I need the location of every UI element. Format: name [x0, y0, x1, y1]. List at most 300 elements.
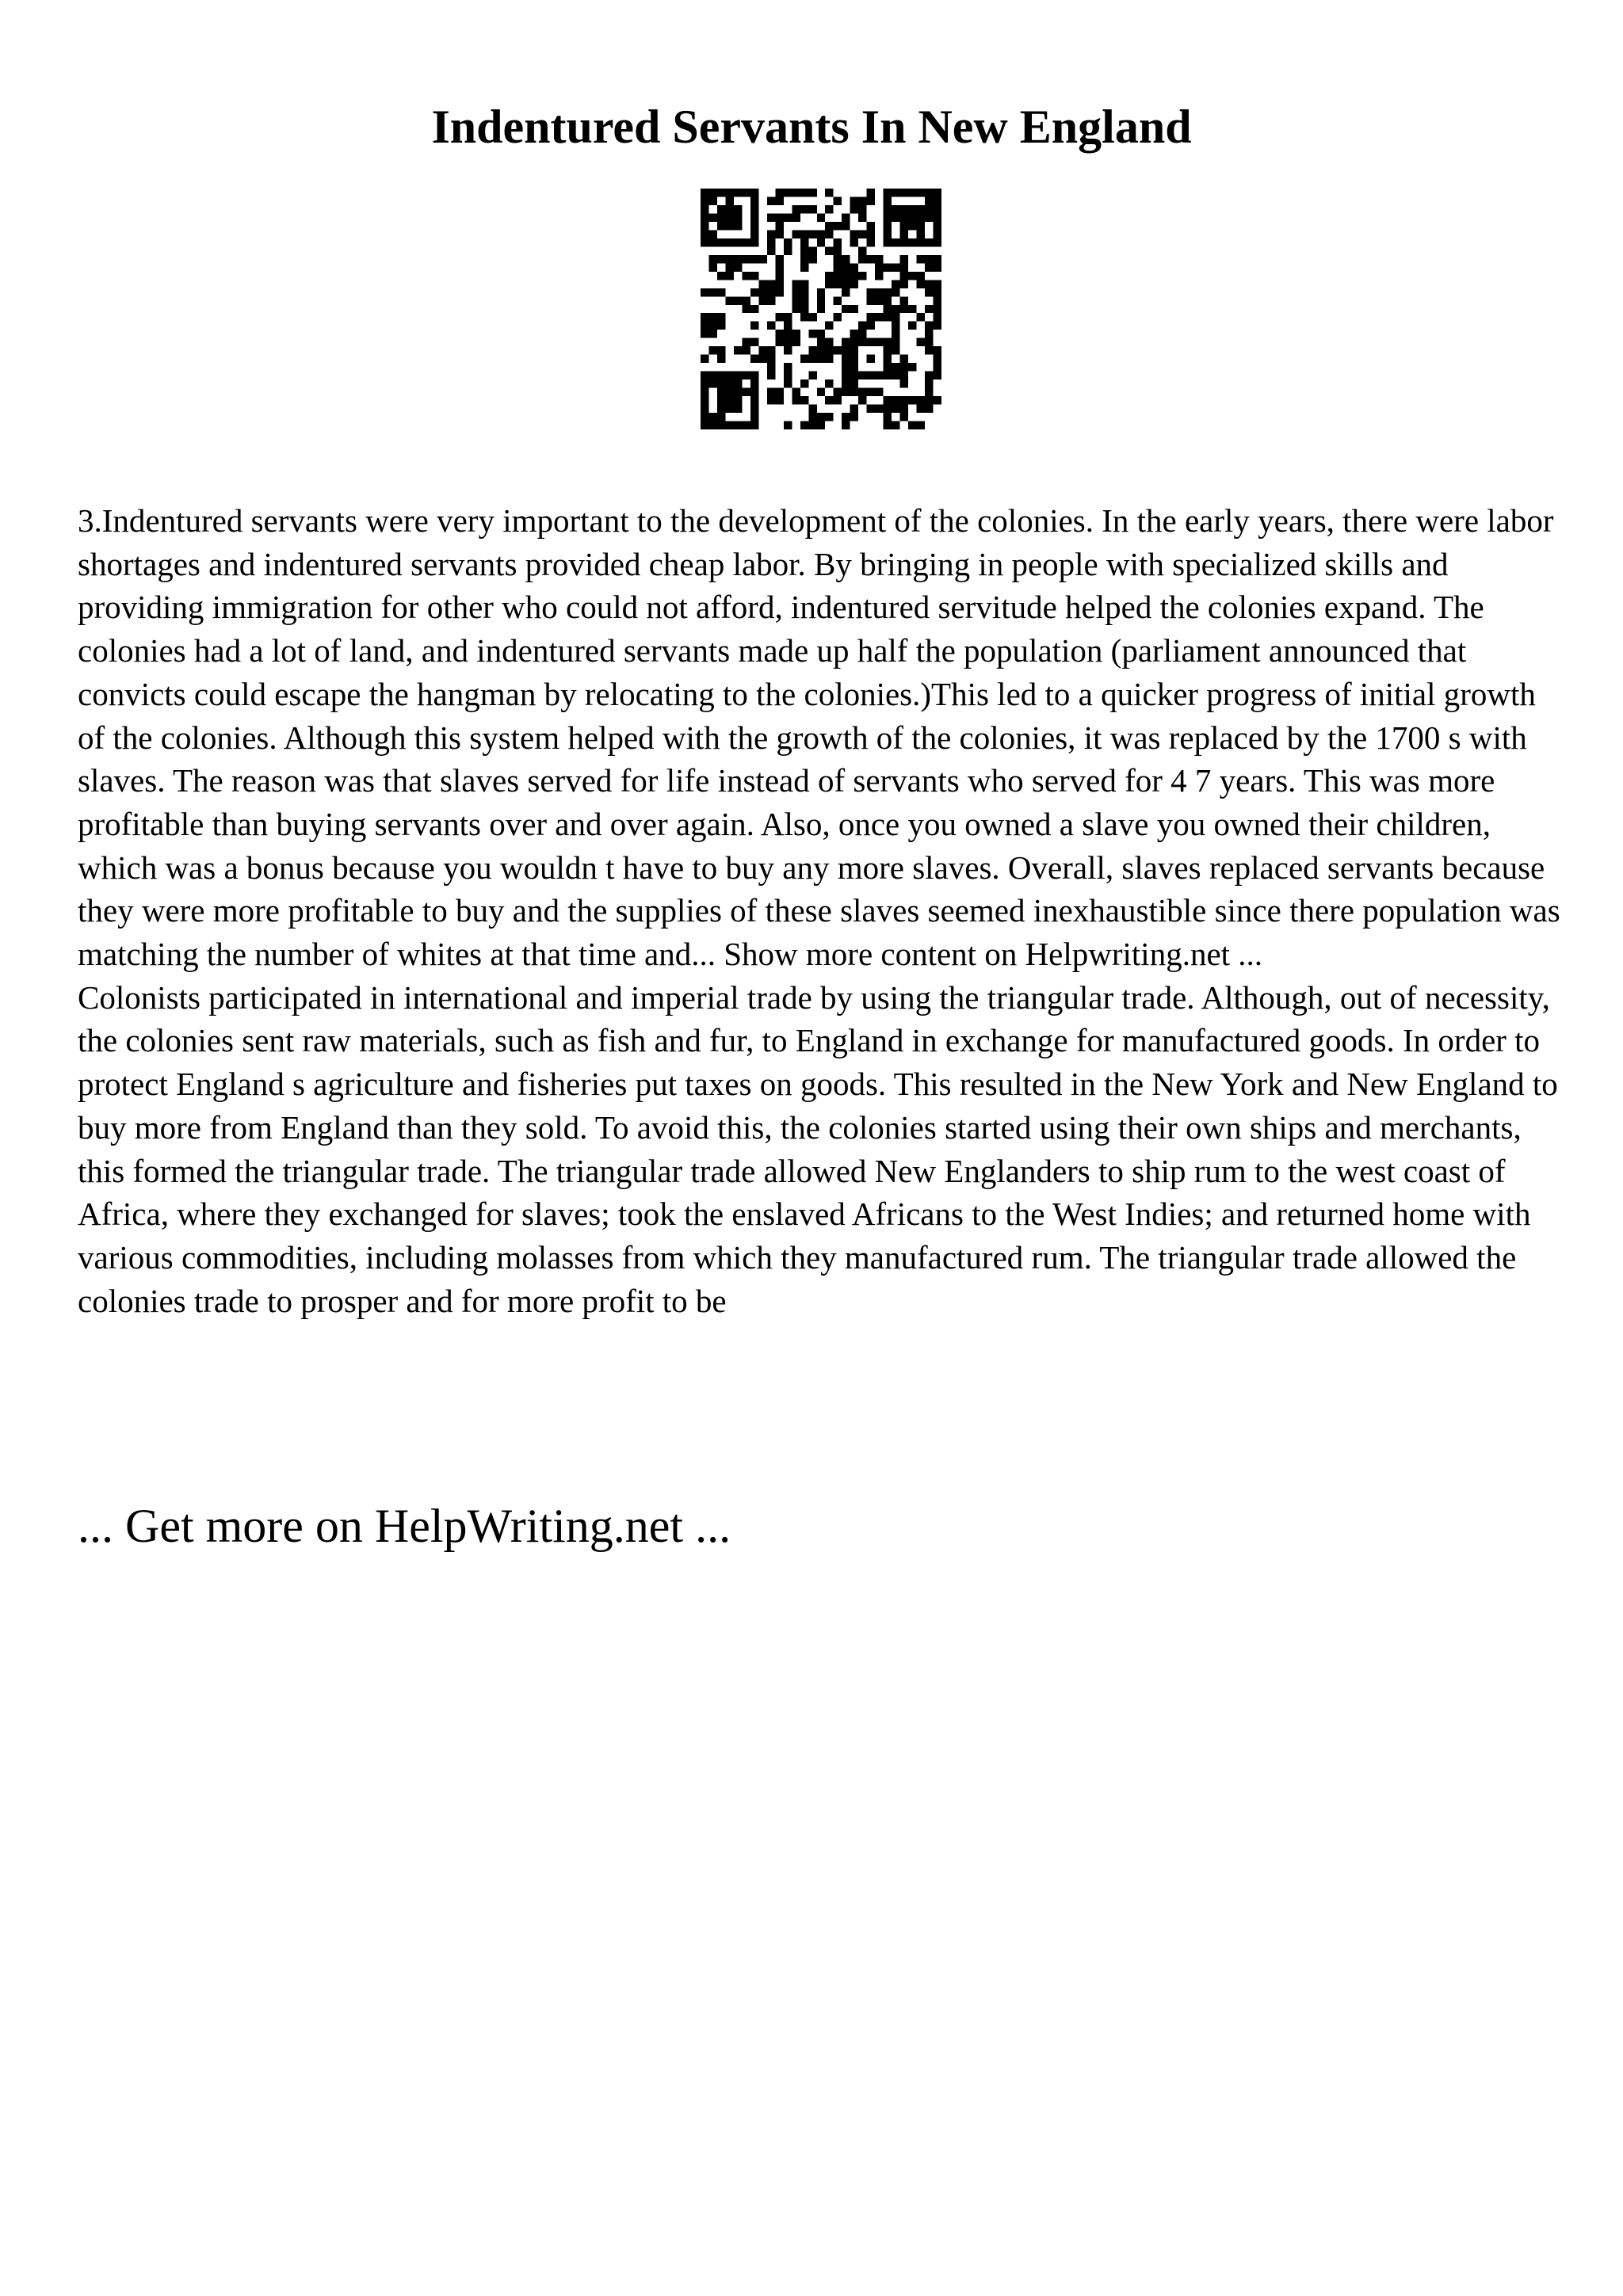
qr-module — [858, 338, 866, 346]
qr-module — [734, 396, 742, 404]
qr-module — [750, 222, 758, 230]
qr-module — [917, 205, 925, 213]
qr-module — [717, 213, 725, 221]
qr-module — [800, 296, 808, 304]
qr-module — [725, 372, 733, 379]
qr-module — [875, 255, 883, 263]
qr-module — [925, 255, 933, 263]
qr-module — [775, 396, 783, 404]
qr-module — [908, 213, 916, 221]
qr-module — [925, 205, 933, 213]
qr-module — [725, 238, 733, 246]
qr-module — [892, 346, 899, 354]
qr-module — [792, 280, 800, 288]
qr-module — [850, 388, 858, 396]
get-more-link[interactable]: ... Get more on HelpWriting.net ... — [78, 1500, 731, 1552]
qr-module — [734, 189, 742, 196]
qr-module — [934, 372, 941, 379]
qr-module — [892, 396, 899, 404]
qr-module — [892, 421, 899, 429]
qr-module — [750, 230, 758, 238]
qr-module — [767, 196, 775, 204]
qr-module — [825, 346, 833, 354]
qr-module — [934, 205, 941, 213]
qr-module — [834, 222, 842, 230]
qr-module — [717, 405, 725, 413]
qr-module — [767, 388, 775, 396]
qr-module — [817, 421, 825, 429]
qr-module — [708, 189, 716, 196]
qr-module — [708, 421, 716, 429]
qr-module — [858, 205, 866, 213]
qr-module — [892, 363, 899, 371]
qr-module — [917, 396, 925, 404]
qr-module — [900, 363, 908, 371]
qr-module — [758, 288, 766, 296]
qr-module — [734, 405, 742, 413]
qr-module — [934, 255, 941, 263]
qr-module — [934, 196, 941, 204]
qr-module — [908, 222, 916, 230]
qr-module — [842, 255, 850, 263]
qr-module — [917, 255, 925, 263]
qr-module — [900, 272, 908, 280]
qr-module — [808, 355, 816, 363]
qr-module — [925, 238, 933, 246]
qr-module — [775, 330, 783, 338]
qr-module — [934, 355, 941, 363]
qr-module — [884, 288, 892, 296]
qr-module — [767, 296, 775, 304]
qr-module — [900, 213, 908, 221]
qr-module — [925, 263, 933, 271]
qr-module — [850, 196, 858, 204]
qr-module — [734, 255, 742, 263]
qr-module — [858, 230, 866, 238]
qr-module — [817, 305, 825, 313]
qr-module — [800, 205, 808, 213]
qr-module — [867, 238, 875, 246]
qr-module — [717, 189, 725, 196]
qr-module — [884, 346, 892, 354]
qr-module — [808, 230, 816, 238]
qr-module — [708, 255, 716, 263]
qr-module — [858, 213, 866, 221]
qr-module — [701, 405, 708, 413]
qr-module — [867, 388, 875, 396]
qr-module — [925, 388, 933, 396]
qr-module — [701, 413, 708, 421]
qr-module — [808, 413, 816, 421]
qr-module — [784, 421, 792, 429]
qr-module — [917, 222, 925, 230]
qr-module — [734, 388, 742, 396]
qr-module — [892, 338, 899, 346]
qr-module — [734, 213, 742, 221]
qr-module — [750, 272, 758, 280]
qr-module — [734, 296, 742, 304]
qr-module — [850, 305, 858, 313]
qr-module — [792, 296, 800, 304]
qr-module — [717, 421, 725, 429]
qr-module — [842, 288, 850, 296]
qr-module — [775, 263, 783, 271]
qr-module — [925, 338, 933, 346]
qr-module — [858, 372, 866, 379]
qr-module — [742, 388, 750, 396]
paragraph-1: 3.Indentured servants were very important to the development of the colonies. In the early years, there were labor shortages and indentured servants provided cheap labor. By bringing in people with specialized skills and providing immigration for other who could not afford, indentured servitude helped the colonies expand. The colonies had a lot of land, and indentured servants made up half the population (parliament announced that convicts could escape the hangman by relocating to the colonies.)This led to a quicker progress of initial growth of the colonies. Although this system helped with the growth of the colonies, it was replaced by the 1700 s with slaves. The reason was that slaves served for life instead of servants who served for 4 7 years. This was more profitable than buying servants over and over again. Also, once you owned a slave you owned their children, which was a bonus because you wouldn t have to buy any more slaves. Overall, slaves replaced servants because they were more profitable to buy and the supplies of these slaves seemed inexhaustible since there population was matching the number of whites at that time and... Show more content on Helpwriting.net ... — [78, 502, 1560, 973]
qr-module — [817, 330, 825, 338]
qr-module — [842, 363, 850, 371]
qr-module — [825, 272, 833, 280]
qr-module — [742, 189, 750, 196]
qr-module — [842, 263, 850, 271]
qr-module — [725, 272, 733, 280]
qr-module — [875, 313, 883, 321]
qr-module — [917, 421, 925, 429]
qr-module — [701, 330, 708, 338]
qr-module — [725, 296, 733, 304]
qr-module — [867, 313, 875, 321]
qr-module — [900, 372, 908, 379]
qr-module — [842, 222, 850, 230]
qr-module — [734, 238, 742, 246]
qr-module — [767, 238, 775, 246]
qr-module — [875, 288, 883, 296]
qr-module — [825, 413, 833, 421]
qr-module — [784, 346, 792, 354]
qr-module — [825, 379, 833, 387]
qr-module — [792, 230, 800, 238]
qr-module — [900, 189, 908, 196]
qr-module — [750, 288, 758, 296]
qr-module — [850, 338, 858, 346]
qr-module — [800, 396, 808, 404]
qr-module — [792, 305, 800, 313]
qr-module — [758, 280, 766, 288]
qr-module — [875, 372, 883, 379]
qr-module — [842, 372, 850, 379]
qr-module — [842, 379, 850, 387]
qr-module — [734, 379, 742, 387]
qr-module — [701, 372, 708, 379]
qr-module — [900, 230, 908, 238]
qr-module — [717, 388, 725, 396]
qr-module — [900, 379, 908, 387]
qr-module — [701, 238, 708, 246]
qr-module — [717, 238, 725, 246]
qr-module — [708, 230, 716, 238]
qr-module — [900, 296, 908, 304]
qr-module — [742, 372, 750, 379]
qr-module — [717, 372, 725, 379]
qr-module — [834, 313, 842, 321]
qr-module — [792, 396, 800, 404]
qr-module — [767, 363, 775, 371]
qr-module — [767, 396, 775, 404]
qr-module — [875, 296, 883, 304]
qr-module — [734, 346, 742, 354]
qr-module — [750, 338, 758, 346]
qr-module — [825, 396, 833, 404]
qr-module — [850, 263, 858, 271]
qr-module — [775, 222, 783, 230]
qr-module — [701, 189, 708, 196]
qr-module — [825, 246, 833, 254]
qr-module — [908, 238, 916, 246]
qr-module — [742, 272, 750, 280]
qr-module — [900, 238, 908, 246]
qr-module — [892, 189, 899, 196]
qr-module — [867, 338, 875, 346]
qr-module — [884, 338, 892, 346]
qr-module — [934, 213, 941, 221]
qr-module — [784, 238, 792, 246]
qr-module — [701, 313, 708, 321]
qr-module — [742, 421, 750, 429]
qr-module — [900, 305, 908, 313]
qr-module — [817, 296, 825, 304]
qr-module — [842, 413, 850, 421]
qr-module — [875, 405, 883, 413]
qr-module — [884, 405, 892, 413]
qr-module — [717, 346, 725, 354]
qr-module — [800, 379, 808, 387]
qr-module — [900, 263, 908, 271]
qr-module — [892, 238, 899, 246]
qr-module — [775, 189, 783, 196]
qr-module — [817, 413, 825, 421]
qr-module — [825, 189, 833, 196]
qr-module — [834, 272, 842, 280]
qr-module — [934, 313, 941, 321]
qr-module — [758, 355, 766, 363]
qr-module — [842, 346, 850, 354]
qr-module — [934, 396, 941, 404]
qr-module — [708, 313, 716, 321]
qr-module — [725, 379, 733, 387]
qr-module — [800, 421, 808, 429]
qr-module — [701, 213, 708, 221]
qr-module — [917, 213, 925, 221]
qr-module — [784, 189, 792, 196]
qr-module — [758, 346, 766, 354]
qr-module — [858, 322, 866, 330]
qr-module — [742, 305, 750, 313]
qr-module — [775, 213, 783, 221]
qr-module — [817, 346, 825, 354]
qr-module — [725, 213, 733, 221]
qr-module — [817, 388, 825, 396]
qr-module — [725, 222, 733, 230]
qr-module — [750, 388, 758, 396]
qr-module — [817, 230, 825, 238]
qr-module — [908, 363, 916, 371]
qr-module — [917, 230, 925, 238]
qr-module — [750, 322, 758, 330]
qr-module — [800, 255, 808, 263]
qr-module — [725, 189, 733, 196]
qr-module — [934, 346, 941, 354]
qr-module — [884, 222, 892, 230]
qr-module — [884, 238, 892, 246]
qr-module — [900, 355, 908, 363]
qr-module — [792, 330, 800, 338]
qr-module — [734, 421, 742, 429]
qr-module — [850, 413, 858, 421]
qr-module — [708, 288, 716, 296]
qr-module — [775, 272, 783, 280]
qr-module — [775, 280, 783, 288]
qr-module — [825, 222, 833, 230]
qr-module — [775, 255, 783, 263]
qr-module — [767, 246, 775, 254]
qr-module — [808, 346, 816, 354]
qr-module — [850, 372, 858, 379]
qr-module — [750, 396, 758, 404]
qr-module — [917, 189, 925, 196]
qr-module — [817, 288, 825, 296]
qr-module — [784, 330, 792, 338]
qr-module — [875, 263, 883, 271]
qr-module — [834, 396, 842, 404]
qr-module — [834, 296, 842, 304]
qr-module — [784, 246, 792, 254]
qr-module — [884, 213, 892, 221]
qr-module — [884, 305, 892, 313]
qr-module — [717, 313, 725, 321]
qr-module — [800, 230, 808, 238]
qr-module — [934, 263, 941, 271]
qr-module — [925, 280, 933, 288]
qr-module — [925, 372, 933, 379]
qr-module — [884, 396, 892, 404]
qr-module — [701, 421, 708, 429]
qr-module — [800, 288, 808, 296]
qr-module — [825, 355, 833, 363]
qr-module — [867, 296, 875, 304]
qr-module — [875, 338, 883, 346]
qr-module — [775, 313, 783, 321]
qr-module — [925, 196, 933, 204]
qr-module — [908, 272, 916, 280]
qr-module — [742, 346, 750, 354]
qr-module — [792, 213, 800, 221]
qr-module — [858, 272, 866, 280]
qr-module — [867, 222, 875, 230]
qr-module — [775, 338, 783, 346]
qr-module — [817, 355, 825, 363]
qr-module — [908, 305, 916, 313]
qr-module — [867, 405, 875, 413]
qr-module — [892, 405, 899, 413]
qr-module — [800, 263, 808, 271]
qr-module — [834, 255, 842, 263]
qr-module — [800, 305, 808, 313]
qr-module — [934, 288, 941, 296]
qr-module — [767, 213, 775, 221]
qr-module — [884, 205, 892, 213]
qr-module — [767, 346, 775, 354]
qr-module — [734, 222, 742, 230]
qr-module — [767, 372, 775, 379]
qr-module — [900, 205, 908, 213]
qr-module — [717, 255, 725, 263]
qr-module — [842, 213, 850, 221]
qr-module — [701, 222, 708, 230]
qr-module — [884, 413, 892, 421]
qr-module — [717, 205, 725, 213]
qr-module — [742, 296, 750, 304]
qr-module — [858, 255, 866, 263]
qr-module — [767, 288, 775, 296]
qr-module — [925, 405, 933, 413]
qr-module — [725, 388, 733, 396]
qr-module — [701, 388, 708, 396]
qr-module — [701, 230, 708, 238]
qr-module — [858, 196, 866, 204]
qr-module — [934, 296, 941, 304]
qr-module — [934, 363, 941, 371]
qr-module — [892, 313, 899, 321]
qr-module — [867, 189, 875, 196]
qr-module — [750, 305, 758, 313]
qr-module — [708, 372, 716, 379]
qr-module — [708, 413, 716, 421]
qr-module — [834, 280, 842, 288]
qr-module — [775, 230, 783, 238]
qr-module — [717, 288, 725, 296]
qr-module — [800, 280, 808, 288]
qr-module — [842, 421, 850, 429]
qr-module — [925, 322, 933, 330]
qr-module — [834, 388, 842, 396]
qr-module — [900, 413, 908, 421]
qr-module — [884, 230, 892, 238]
qr-module — [717, 355, 725, 363]
qr-module — [734, 205, 742, 213]
qr-module — [808, 330, 816, 338]
qr-module — [701, 288, 708, 296]
qr-module — [701, 396, 708, 404]
qr-module — [800, 246, 808, 254]
qr-module — [834, 238, 842, 246]
qr-module — [884, 296, 892, 304]
qr-module — [850, 363, 858, 371]
qr-module — [925, 189, 933, 196]
qr-module — [767, 355, 775, 363]
qr-module — [917, 405, 925, 413]
qr-module — [908, 396, 916, 404]
qr-module — [734, 263, 742, 271]
qr-module — [867, 255, 875, 263]
qr-module — [850, 405, 858, 413]
qr-module — [784, 338, 792, 346]
qr-module — [892, 205, 899, 213]
qr-module — [750, 372, 758, 379]
qr-module — [892, 305, 899, 313]
qr-module — [750, 205, 758, 213]
qr-module — [792, 288, 800, 296]
qr-module — [725, 396, 733, 404]
qr-module — [834, 263, 842, 271]
qr-module — [808, 405, 816, 413]
qr-module — [908, 322, 916, 330]
qr-module — [884, 355, 892, 363]
qr-module — [875, 272, 883, 280]
qr-module — [934, 322, 941, 330]
qr-module — [834, 246, 842, 254]
